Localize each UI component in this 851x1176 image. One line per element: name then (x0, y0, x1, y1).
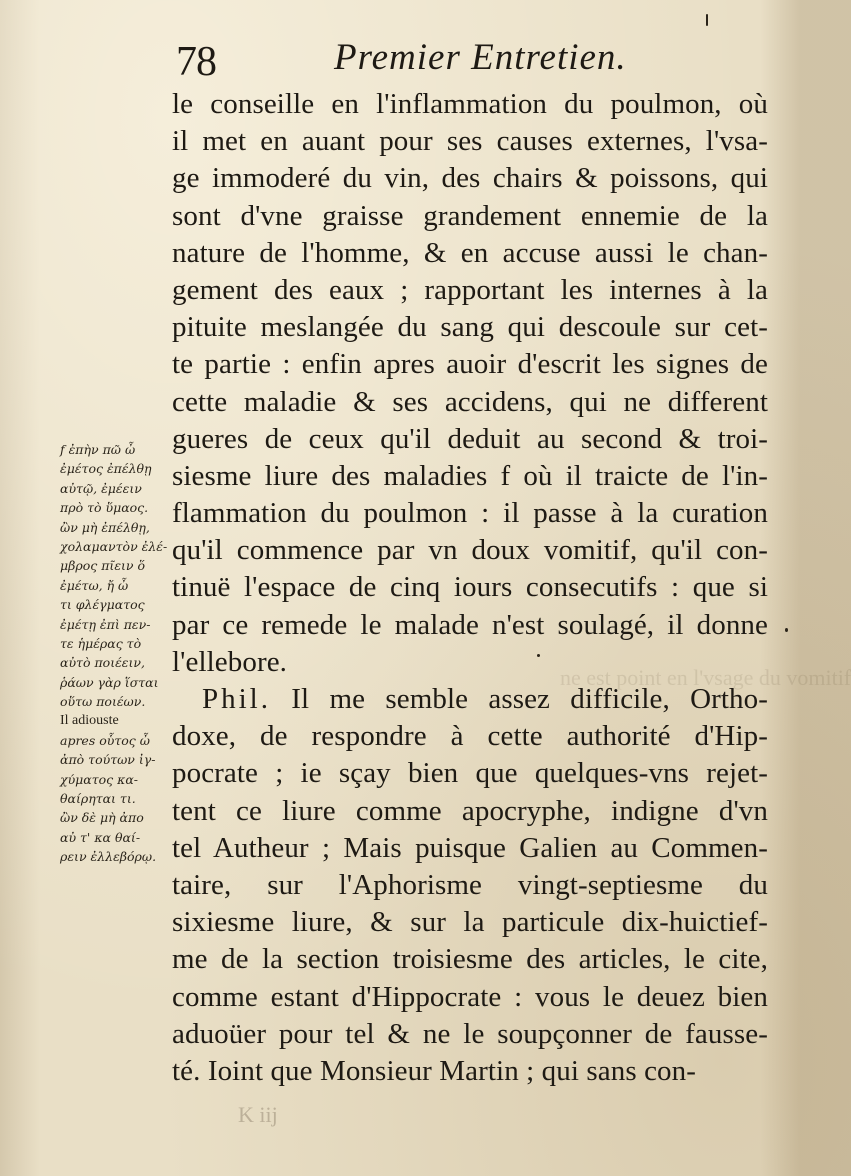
margin-note-line: τι φλέγματος (60, 597, 145, 613)
text-line: tent ce liure comme apocryphe, indigne d'vn (172, 794, 768, 827)
text-line: qu'il commence par vn doux vomitif, qu'il con- (172, 534, 768, 567)
margin-note-line: αὐτῷ, ἐμέειν (60, 480, 142, 496)
text-line: le conseille en l'inflammation du poulmon, où (172, 88, 768, 120)
margin-note-line: αὐτὸ ποιέειν, (60, 655, 145, 671)
text-line: il met en auant pour ses causes externes, l'vsa- (172, 125, 768, 158)
ink-speck (785, 628, 788, 632)
margin-note-line: οὕτω ποιέων. (60, 694, 146, 710)
text-line: nature de l'homme, & en accuse aussi le chan- (172, 236, 768, 269)
text-line: l'ellebore. (172, 645, 288, 678)
margin-note-line: ὢν δὲ μὴ ἀπο (60, 810, 144, 826)
speech-first-line (172, 681, 768, 718)
margin-note-line: πρὸ τὸ ὕμαος. (60, 500, 149, 516)
text-line: cette maladie & ses accidens, qui ne different (172, 385, 768, 418)
margin-note-line: τε ἡμέρας τὸ (60, 635, 142, 651)
main-text (172, 86, 768, 1090)
text-line: té. Ioint que Monsieur Martin ; qui sans con- (172, 1054, 696, 1087)
margin-note-line: χύματος κα- (60, 771, 139, 787)
text-line: pituite meslangée du sang qui descoule sur cet- (172, 311, 768, 344)
text-line: siesme liure des maladies f où il traicte de l'in- (172, 459, 768, 492)
page-number: 78 (176, 39, 216, 85)
running-title: Premier Entretien. (334, 37, 627, 78)
text-line: tinuë l'espace de cinq iours consecutifs : que si (172, 571, 768, 604)
signature-mark: K iij (238, 1102, 278, 1127)
text-line: pocrate ; ie sçay bien que quelques-vns rejet- (172, 757, 768, 790)
margin-note-line: ἐμέτω, ἤ ὦ (60, 577, 129, 593)
margin-note-line: f ἐπὴν πῶ ὦ (60, 442, 136, 457)
text-line: me de la section troisiesme des articles, le cite, (172, 943, 768, 976)
text-line: ge immoderé du vin, des chairs & poissons, qui (172, 162, 768, 195)
margin-note-latin: Il adiouste (60, 713, 119, 729)
margin-note-line: ρειν ἐλλεβόρῳ. (60, 849, 157, 865)
text-line: doxe, de respondre à cette authorité d'Hip- (172, 720, 768, 753)
margin-note-line: χολαμαντὸν ἐλέ- (60, 538, 168, 554)
text-line: gueres de ceux qu'il deduit au second & troi- (172, 422, 768, 455)
text-line: te partie : enfin apres auoir d'escrit les signes de (172, 348, 768, 381)
margin-note-line: ὢν μὴ ἐπέλθῃ, (60, 519, 150, 535)
speech-text: Il me semble assez difficile, Ortho- (291, 683, 768, 715)
margin-note-line: ἐμέτος ἐπέλθῃ (60, 461, 152, 477)
ink-speck (706, 14, 708, 26)
text-line: aduoüer pour tel & ne le soupçonner de fausse- (172, 1017, 768, 1050)
text-line: par ce remede le malade n'est soulagé, il donne (172, 608, 768, 641)
margin-note-line: ῥάων γὰρ ἵσται (60, 674, 159, 690)
margin-note-line: ἀπὸ τούτων ἰγ- (60, 752, 156, 768)
text-line: taire, sur l'Aphorisme vingt-septiesme du (172, 868, 768, 901)
margin-note-line: ἐμέτῃ ἐπὶ πεν- (60, 616, 151, 632)
margin-note-line: θαίρηται τι. (60, 791, 136, 807)
bleed-through-text: ne est point en l'vsage du vomitif (560, 665, 851, 690)
text-line: flammation du poulmon : il passe à la curation (172, 497, 768, 530)
margin-note-line: αὐ τ' κα θαί- (60, 829, 141, 845)
ink-speck (537, 654, 540, 657)
margin-note-line: apres οὗτος ὦ (60, 732, 150, 748)
text-line: tel Autheur ; Mais puisque Galien au Commen- (172, 831, 768, 864)
speaker-name: Phil. (202, 683, 271, 715)
text-line: sont d'vne graisse grandement ennemie de la (172, 199, 768, 232)
margin-note-line: μβρος πῖειν ὅ (60, 558, 146, 574)
margin-notes (60, 440, 170, 867)
text-line: sixiesme liure, & sur la particule dix-huictief- (172, 906, 768, 939)
text-line: gement des eaux ; rapportant les internes à la (172, 273, 768, 306)
text-line: comme estant d'Hippocrate : vous le deuez bien (172, 980, 768, 1013)
